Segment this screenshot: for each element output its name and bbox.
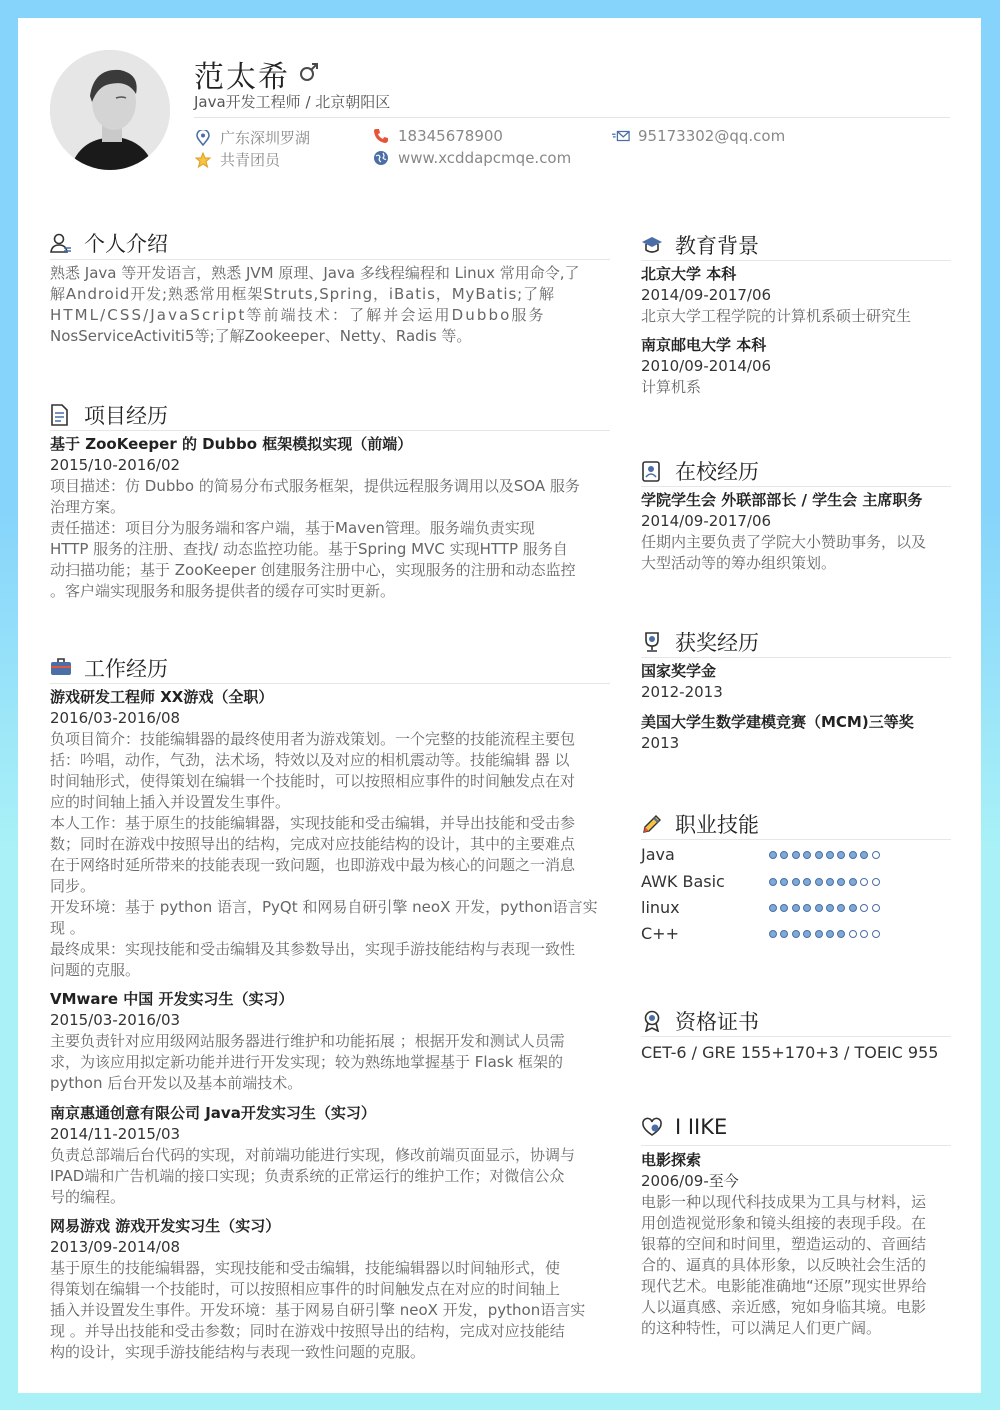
skill-dot — [815, 878, 823, 886]
school-desc: 计算机系 — [641, 378, 702, 396]
school-name: 北京大学 本科 — [641, 265, 737, 283]
skill-dot — [872, 904, 880, 912]
project-name: 基于 ZooKeeper 的 Dubbo 框架模拟实现（前端） — [50, 435, 413, 453]
section-title-education: 教育背景 — [641, 230, 759, 260]
skill-dot — [849, 878, 857, 886]
graduation-cap-icon — [641, 234, 663, 256]
campus-date: 2014/09-2017/06 — [641, 512, 772, 530]
contact-email: 95173302@qq.com — [612, 127, 785, 145]
campus-role: 学院学生会 外联部部长 / 学生会 主席职务 — [641, 491, 923, 509]
award-name: 美国大学生数学建模竞赛（MCM)三等奖 — [641, 713, 914, 731]
header-divider — [194, 117, 950, 118]
skill-name: AWK Basic — [641, 872, 725, 891]
section-title-intro: 个人介绍 — [50, 228, 168, 258]
skill-name: C++ — [641, 924, 679, 943]
section-divider — [50, 430, 610, 431]
job-title: 游戏研发工程师 XX游戏（全职） — [50, 688, 274, 706]
skill-name: Java — [641, 845, 675, 864]
skill-dot — [815, 851, 823, 859]
skill-row — [641, 898, 911, 917]
skill-level-dots — [769, 851, 880, 859]
skill-dot — [780, 851, 788, 859]
skill-dot — [872, 878, 880, 886]
job-description: 负项目简介：技能编辑器的最终使用者为游戏策划。一个完整的技能流程主要包 括：吟唱，动作，气劲，法术场，特效以及对应的相机震动等。技能编辑 器 以 时间轴形式，使得策划在编辑一个技能时，可以按照相应事件的时间触发点在对 应的时间轴上插入并设置发生事件。 本人工作：基于原生的技能编辑器，实现技能和受击编辑，并导出技能和受击参 数；同时在游戏中按照导出的结构，完成对应技能结构的设计，其中的主要难点 在于网络时延所带来的技能表现一致问题，也即游戏中最为核心的问题之一消息 同步。 开发环境：基于 python 语言，PyQt 和网易自研引擎 neoX 开发，python语言实 现 。 最终成果：实现技能和受击编辑及其参数导出，实现手游技能结构与表现一致性 问题的克服。 — [50, 730, 598, 979]
skill-dot — [780, 878, 788, 886]
skill-dot — [860, 851, 868, 859]
job-title: 网易游戏 游戏开发实习生（实习） — [50, 1217, 281, 1235]
male-icon — [298, 61, 320, 87]
section-title-campus: 在校经历 — [641, 456, 759, 486]
skill-dot — [849, 904, 857, 912]
id-badge-icon — [641, 460, 663, 482]
section-title-skills: 职业技能 — [641, 809, 759, 839]
skill-dot — [872, 851, 880, 859]
job-title: VMware 中国 开发实习生（实习） — [50, 990, 294, 1008]
skill-row — [641, 924, 911, 943]
contact-website: www.xcddapcmqe.com — [372, 149, 571, 167]
globe-icon — [372, 149, 390, 167]
job-title-location: Java开发工程师 / 北京朝阳区 — [194, 93, 391, 111]
project-description: 项目描述：仿 Dubbo 的简易分布式服务框架，提供远程服务调用以及SOA 服务 治理方案。 责任描述：项目分为服务端和客户端，基于Maven管理。服务端负责实现 HTTP 服务的注册、查找/ 动态监控功能。基于Spring MVC 实现HTTP 服务自 动扫描功能；基于 ZooKeeper 创建服务注册中心，实现服务的注册和动态监控 。客户端实现服务和服务提供者的缓存可实时更新。 — [50, 477, 580, 600]
award-ribbon-icon — [641, 1010, 663, 1032]
skill-dot — [780, 904, 788, 912]
award-date: 2013 — [641, 734, 680, 752]
skill-dot — [769, 878, 777, 886]
skill-dot — [849, 930, 857, 938]
skill-dot — [792, 904, 800, 912]
job-title: 南京惠通创意有限公司 Java开发实习生（实习） — [50, 1104, 376, 1122]
job-date: 2013/09-2014/08 — [50, 1238, 181, 1256]
skill-row — [641, 872, 911, 891]
section-title-awards: 获奖经历 — [641, 627, 759, 657]
award-date: 2012-2013 — [641, 683, 723, 701]
contact-politics: 共青团员 — [194, 149, 280, 170]
cert-list: CET-6 / GRE 155+170+3 / TOEIC 955 — [641, 1043, 939, 1062]
job-date: 2015/03-2016/03 — [50, 1011, 181, 1029]
document-icon — [50, 404, 72, 426]
section-divider — [50, 259, 610, 260]
school-date: 2010/09-2014/06 — [641, 357, 772, 375]
section-divider — [50, 683, 610, 684]
section-divider — [641, 260, 951, 261]
skill-dot — [803, 878, 811, 886]
skill-dot — [849, 851, 857, 859]
skill-level-dots — [769, 904, 880, 912]
star-badge-icon — [194, 151, 212, 169]
skill-dot — [803, 904, 811, 912]
skill-dot — [860, 904, 868, 912]
school-date: 2014/09-2017/06 — [641, 286, 772, 304]
job-description: 基于原生的技能编辑器，实现技能和受击编辑，技能编辑器以时间轴形式，使 得策划在编辑一个技能时，可以按照相应事件的时间触发点在对应的时间轴上 插入并设置发生事件。开发环境：基于网易自研引擎 neoX 开发，python语言实 现 。并导出技能和受击参数；同时在游戏中按照导出的结构，完成对应技能结 构的设计，实现手游技能结构与表现一致性问题的克服。 — [50, 1259, 586, 1361]
section-divider — [641, 486, 951, 487]
skill-dot — [837, 904, 845, 912]
section-divider — [641, 1145, 951, 1146]
skill-dot — [815, 904, 823, 912]
job-description: 负责总部端后台代码的实现，对前端功能进行实现，修改前端页面显示，协调与 IPAD端和广告机端的接口实现；负责系统的正常运行的维护工作；对微信公众 号的编程。 — [50, 1146, 576, 1206]
job-date: 2014/11-2015/03 — [50, 1125, 181, 1143]
section-title-certs: 资格证书 — [641, 1006, 759, 1036]
section-title-like: I IIKE — [641, 1115, 727, 1139]
skill-dot — [826, 904, 834, 912]
skill-dot — [826, 878, 834, 886]
person-icon — [50, 232, 72, 254]
skill-dot — [837, 930, 845, 938]
trophy-icon — [641, 631, 663, 653]
skill-dot — [792, 878, 800, 886]
hobby-description: 电影一种以现代科技成果为工具与材料，运 用创造视觉形象和镜头组接的表现手段。在 银幕的空间和时间里，塑造运动的、音画结 合的、逼真的具体形象，以反映社会生活的 现代艺术。电影能准确地“还原”现实世界给 人以逼真感、亲近感，宛如身临其境。电影 的这种特性，可以满足人们更广阔。 — [641, 1193, 927, 1337]
skill-dot — [826, 851, 834, 859]
skill-dot — [792, 851, 800, 859]
skill-dot — [792, 930, 800, 938]
avatar — [50, 50, 170, 170]
email-icon — [612, 127, 630, 145]
pencil-icon — [641, 813, 663, 835]
skill-dot — [803, 930, 811, 938]
skill-row — [641, 845, 911, 864]
job-date: 2016/03-2016/08 — [50, 709, 181, 727]
section-divider — [641, 657, 951, 658]
section-divider — [641, 1036, 951, 1037]
skill-dot — [769, 904, 777, 912]
phone-icon — [372, 127, 390, 145]
award-name: 国家奖学金 — [641, 662, 717, 680]
briefcase-icon — [50, 657, 72, 679]
school-name: 南京邮电大学 本科 — [641, 336, 767, 354]
skill-dot — [860, 878, 868, 886]
skill-name: linux — [641, 898, 680, 917]
intro-text: 熟悉 Java 等开发语言，熟悉 JVM 原理、Java 多线程编程和 Linux 常用命令,了 解Android开发;熟悉常用框架Struts,Spring，iBatis，MyBatis;了解 HTML/CSS/JavaScript等前端技术：了解并会运用Dubbo服务 NosServiceActiviti5等;了解Zookeeper、Netty、Radis 等。 — [50, 264, 580, 345]
skill-dot — [860, 930, 868, 938]
skill-dot — [872, 930, 880, 938]
hobby-date: 2006/09-至今 — [641, 1172, 739, 1190]
skill-dot — [837, 878, 845, 886]
contact-location: 广东深圳罗湖 — [194, 127, 310, 148]
project-date: 2015/10-2016/02 — [50, 456, 181, 474]
skill-dot — [826, 930, 834, 938]
skill-dot — [837, 851, 845, 859]
heart-chat-icon — [641, 1116, 663, 1138]
skill-level-dots — [769, 930, 880, 938]
skill-dot — [803, 851, 811, 859]
campus-description: 任期内主要负责了学院大小赞助事务，以及 大型活动等的筹办组织策划。 — [641, 533, 927, 572]
section-title-work: 工作经历 — [50, 653, 168, 683]
hobby-name: 电影探索 — [641, 1151, 702, 1169]
skill-dot — [769, 851, 777, 859]
section-title-projects: 项目经历 — [50, 400, 168, 430]
contact-phone: 18345678900 — [372, 127, 503, 145]
job-description: 主要负责针对应用级网站服务器进行维护和功能拓展 ；根据开发和测试人员需 求，为该应用拟定新功能并进行开发实现；较为熟练地掌握基于 Flask 框架的 python 后台开发以及基本前端技术。 — [50, 1032, 565, 1092]
location-pin-icon — [194, 129, 212, 147]
school-desc: 北京大学工程学院的计算机系硕士研究生 — [641, 307, 912, 325]
skill-dot — [769, 930, 777, 938]
skill-level-dots — [769, 878, 880, 886]
person-name: 范太希 — [194, 60, 290, 95]
skill-dot — [815, 930, 823, 938]
skill-dot — [780, 930, 788, 938]
section-divider — [641, 839, 951, 840]
